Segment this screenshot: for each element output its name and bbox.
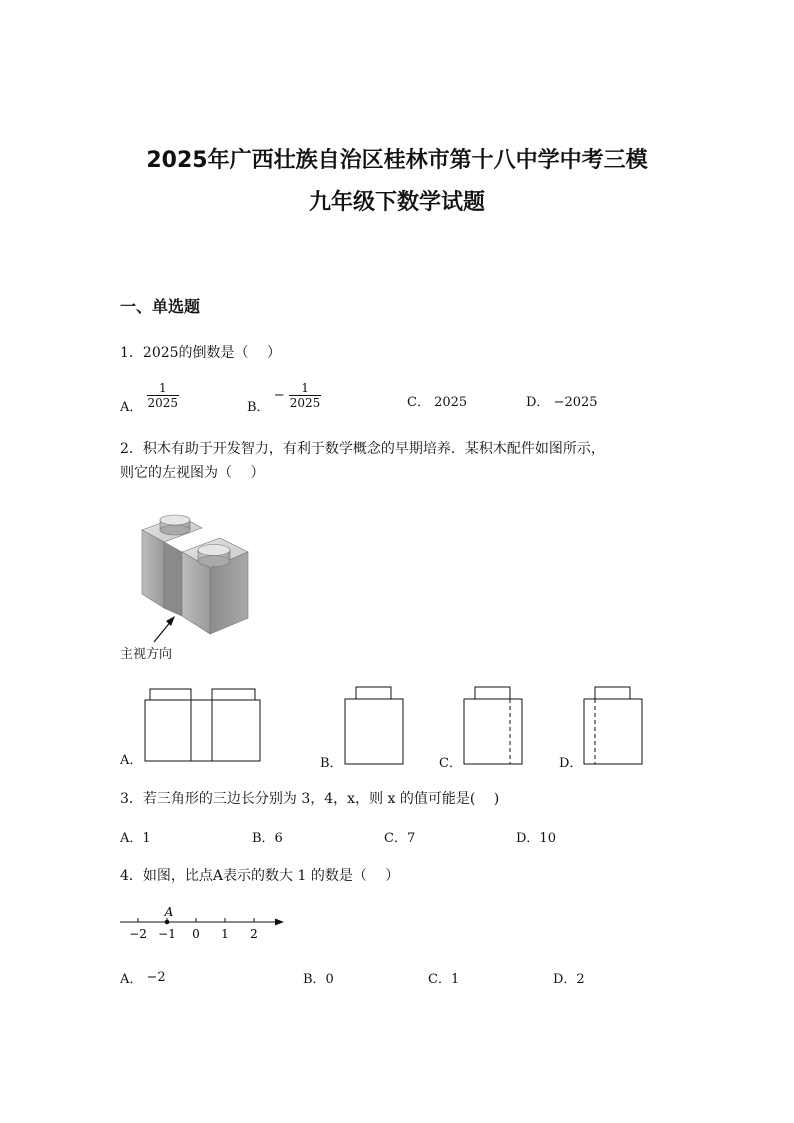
page-title: 2025年广西壮族自治区桂林市第十八中学中考三模 bbox=[146, 148, 648, 173]
fraction-denominator: 2025 bbox=[289, 396, 321, 410]
question-3 bbox=[120, 788, 499, 808]
question-text: 若三角形的三边长分别为 3，4，x，则 x 的值可能是( ) bbox=[142, 791, 500, 807]
question-text: 如图，比点A表示的数大 1 的数是（ ） bbox=[142, 868, 400, 884]
fraction bbox=[289, 381, 322, 410]
question-number: 4． bbox=[120, 868, 143, 884]
point-a-label: A bbox=[164, 905, 174, 919]
fraction bbox=[147, 381, 180, 410]
number-line-tick-label: 1 bbox=[221, 927, 229, 941]
q1-option-a[interactable] bbox=[120, 381, 179, 415]
figure-caption: 主视方向 bbox=[120, 647, 173, 662]
minus-sign: − bbox=[273, 388, 285, 403]
option-label: A． bbox=[120, 972, 143, 987]
number-line-tick-label: 2 bbox=[250, 927, 258, 941]
page-subtitle: 九年级下数学试题 bbox=[308, 190, 485, 215]
q2-option-b[interactable]: B． bbox=[320, 756, 343, 771]
arrow-right-icon bbox=[275, 919, 284, 926]
q1-option-d[interactable] bbox=[526, 391, 598, 410]
q2-option-a[interactable]: A． bbox=[120, 753, 143, 768]
fraction-denominator: 2025 bbox=[147, 396, 179, 410]
option-d-drawing bbox=[583, 686, 645, 766]
q1-option-c[interactable] bbox=[407, 391, 467, 410]
fraction-numerator: 1 bbox=[289, 381, 322, 396]
question-text-line1: 积木有助于开发智力，有利于数学概念的早期培养．某积木配件如图所示， bbox=[142, 441, 605, 457]
fraction-numerator: 1 bbox=[147, 381, 180, 396]
q4-option-b[interactable]: B．0 bbox=[303, 972, 334, 987]
point-a-marker bbox=[165, 920, 170, 925]
q3-option-b[interactable]: B．6 bbox=[252, 831, 283, 846]
option-c-drawing bbox=[463, 686, 525, 766]
question-text: 2025的倒数是（ ） bbox=[142, 345, 282, 361]
q3-option-a[interactable]: A．1 bbox=[120, 831, 151, 846]
option-a-drawing bbox=[144, 688, 262, 764]
q3-option-d[interactable]: D．10 bbox=[516, 831, 556, 846]
question-number: 3． bbox=[120, 791, 143, 807]
option-value: 2025 bbox=[434, 395, 468, 410]
question-2-line2: 则它的左视图为（ ） bbox=[120, 465, 265, 481]
option-value: −2 bbox=[146, 970, 166, 985]
q4-option-c[interactable]: C．1 bbox=[428, 972, 460, 987]
q2-option-c[interactable]: C． bbox=[439, 756, 462, 771]
option-label: D． bbox=[526, 395, 550, 410]
q2-option-d[interactable]: D． bbox=[559, 756, 583, 771]
option-value: −2025 bbox=[553, 395, 598, 410]
number-line bbox=[118, 902, 288, 944]
q1-option-b[interactable] bbox=[247, 381, 321, 415]
question-number: 2． bbox=[120, 441, 143, 457]
section-heading: 一、单选题 bbox=[120, 297, 201, 316]
number-line-tick-label: −1 bbox=[158, 927, 176, 941]
question-2 bbox=[120, 438, 605, 458]
q4-option-d[interactable]: D．2 bbox=[553, 972, 585, 987]
option-label: C． bbox=[407, 395, 430, 410]
question-number: 1． bbox=[120, 345, 143, 361]
option-label: B． bbox=[247, 400, 270, 415]
number-line-tick-label: 0 bbox=[192, 927, 200, 941]
number-line-tick-label: −2 bbox=[129, 927, 147, 941]
q3-option-c[interactable]: C．7 bbox=[384, 831, 416, 846]
brick-figure bbox=[120, 508, 270, 648]
q4-option-a[interactable] bbox=[120, 968, 166, 987]
option-b-drawing bbox=[344, 686, 406, 766]
question-1 bbox=[120, 342, 281, 362]
option-label: A． bbox=[120, 400, 143, 415]
question-4 bbox=[120, 865, 399, 885]
